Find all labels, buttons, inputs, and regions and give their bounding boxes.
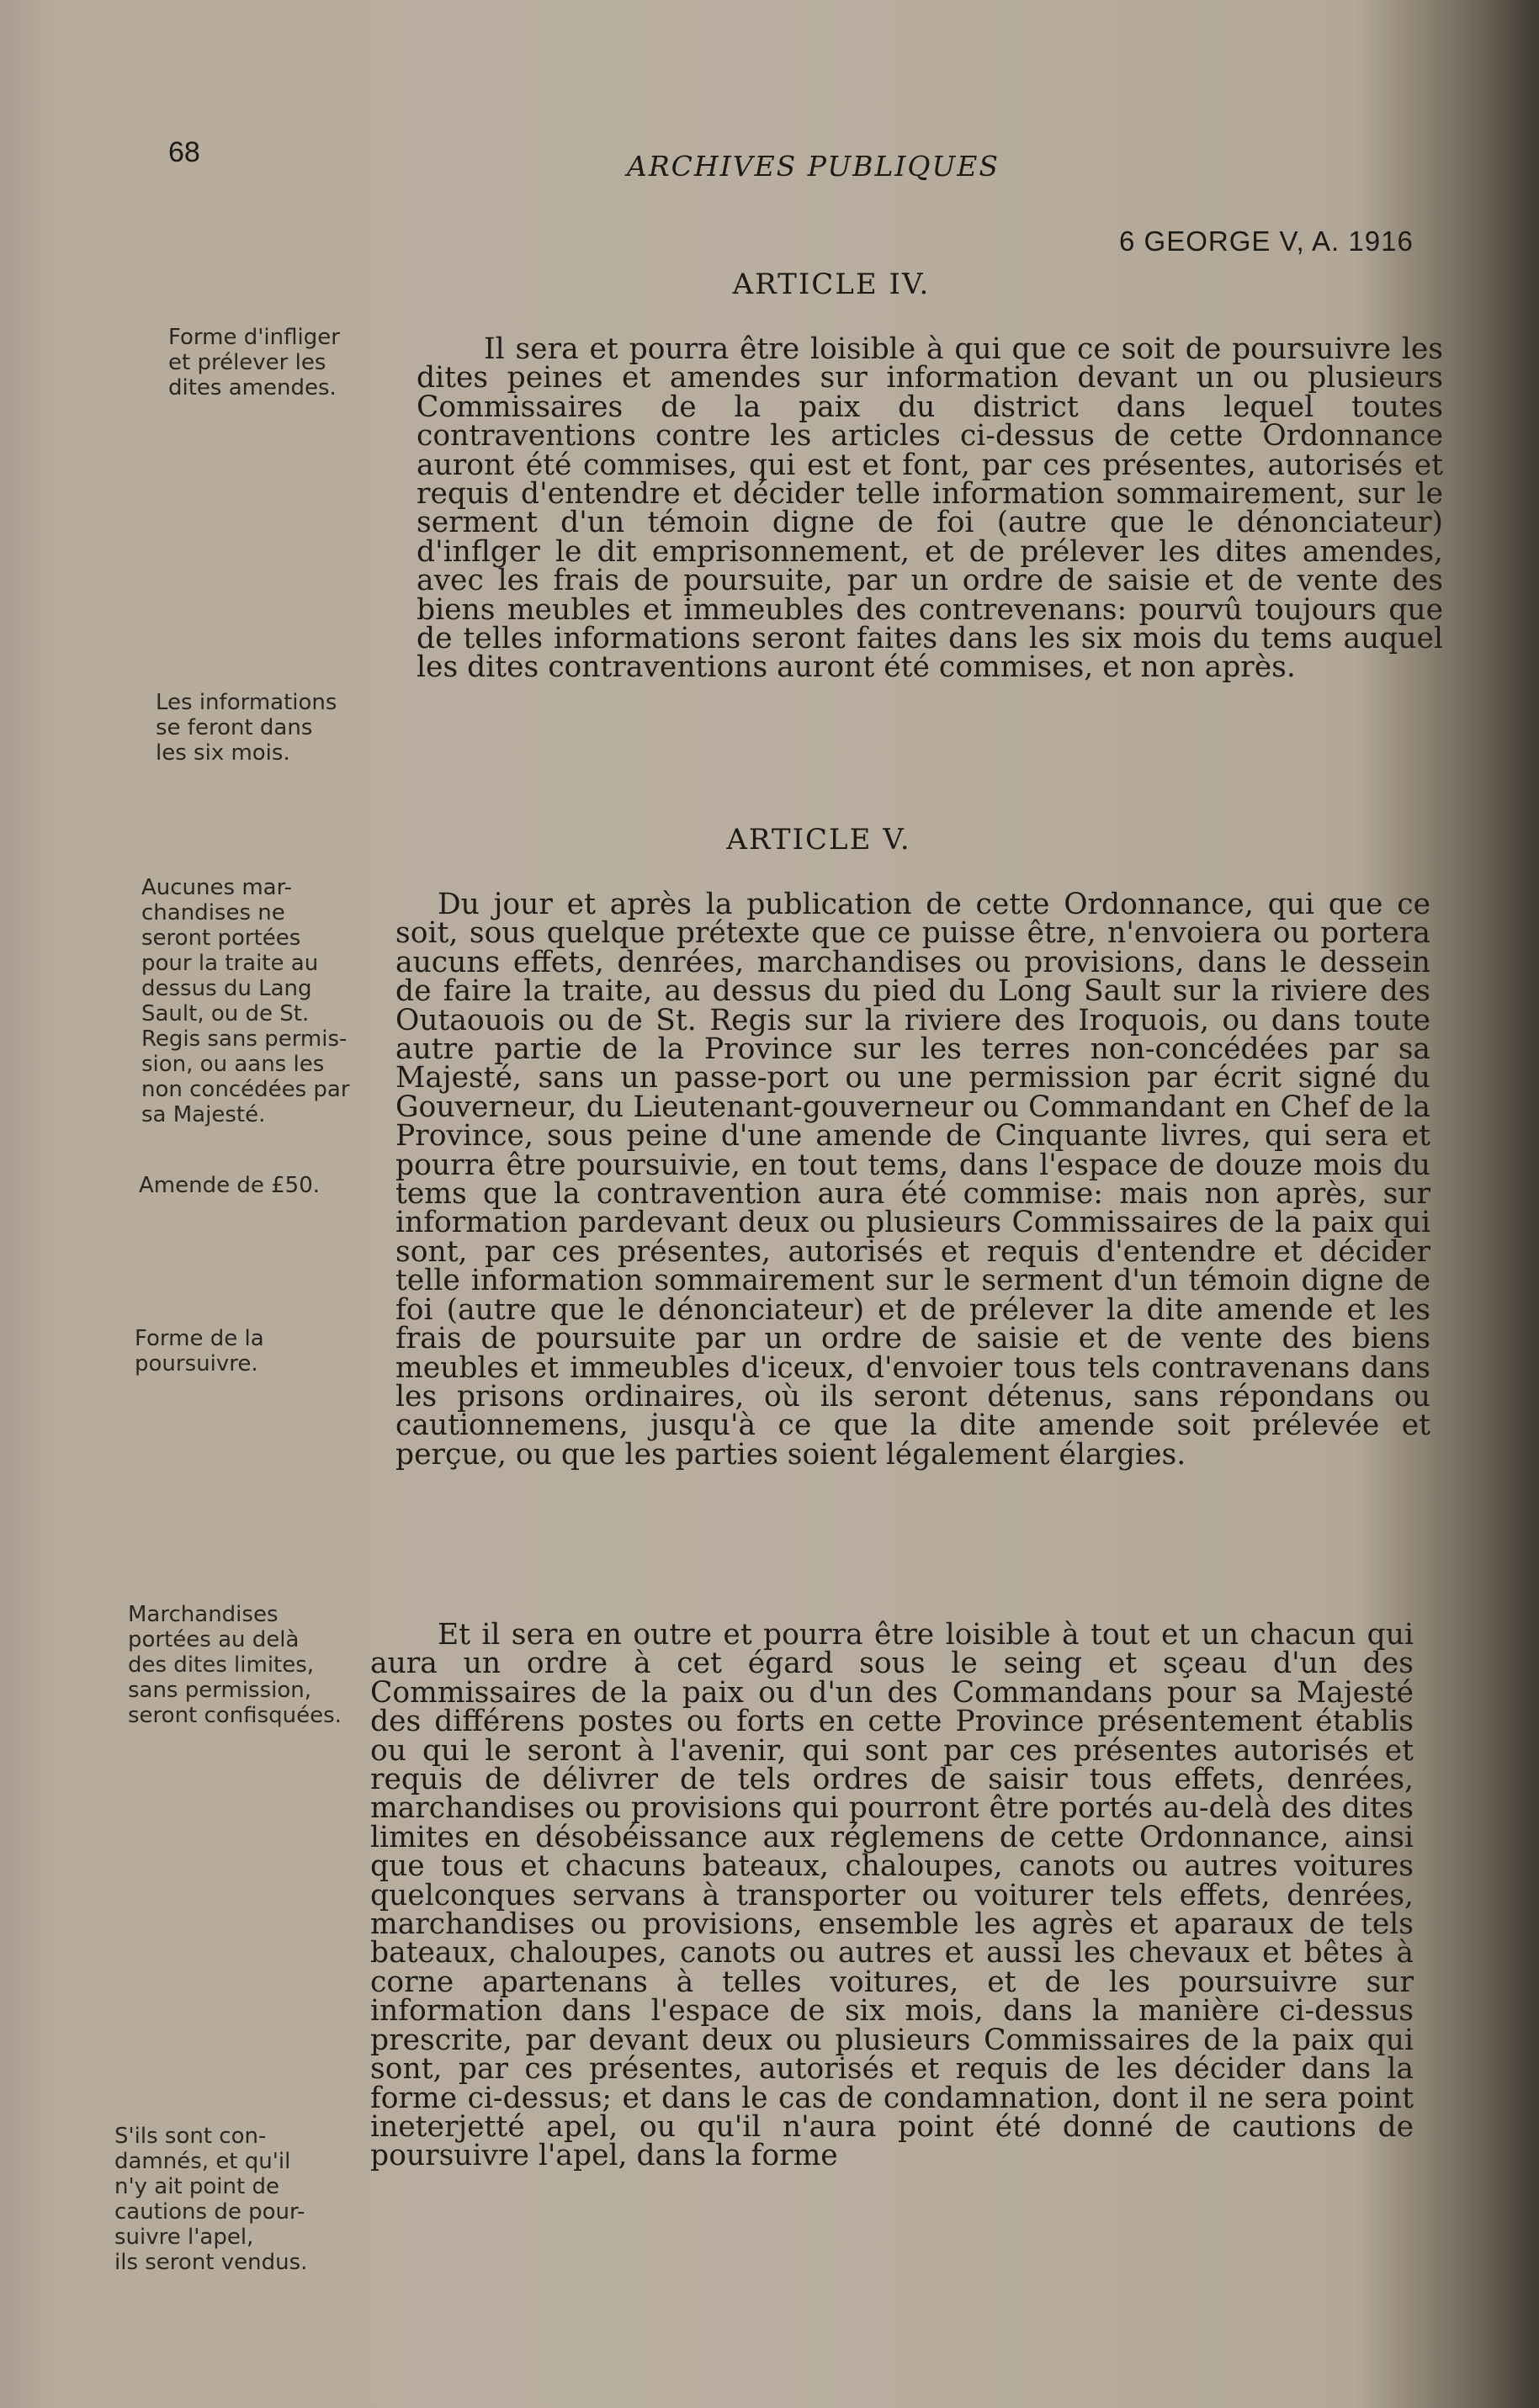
margin-note-line: Forme de la xyxy=(135,1326,264,1351)
margin-note-line: portées au delà xyxy=(128,1627,300,1652)
margin-note-marchandises-confisquees xyxy=(128,1602,380,1728)
margin-note-line: suivre l'apel, xyxy=(114,2225,254,2250)
margin-note-line: Sault, ou de St. xyxy=(141,1001,310,1026)
margin-note-line: n'y ait point de xyxy=(114,2174,279,2199)
running-title: ARCHIVES PUBLIQUES xyxy=(627,150,1000,183)
margin-note-line: ils seront vendus. xyxy=(114,2250,308,2275)
margin-note-line: seront portées xyxy=(141,926,301,951)
margin-note-line: seront confisquées. xyxy=(128,1703,342,1728)
margin-note-line: des dites limites, xyxy=(128,1652,315,1678)
article-iv-paragraph: Il sera et pourra être loisible à qui que ce soit de poursuivre les dites peines et amendes sur information devant un ou plusieurs Commissaires de la paix du district dans lequel toutes contraventions contre les articles ci-dessus de cette Ordonnance auront été commises, qui est et font, par ces présentes, autorisés et requis d'entendre et décider telle information sommairement, sur le serment d'un témoin digne de foi (autre que le dénonciateur) d'inflger le dit emprisonnement, et de prélever les dites amendes, avec les frais de poursuite, par un ordre de saisie et de vente des biens meubles et immeubles des contrevenans: pourvû toujours que de telles informations seront faites dans les six mois du tems auquel les dites contraventions auront été commises, et non après. xyxy=(417,332,1443,685)
margin-note-line: sion, ou aans les xyxy=(141,1052,325,1077)
article-v-paragraph-1: Du jour et après la publication de cette Ordonnance, qui que ce soit, sous quelque prétexte que ce puisse être, n'envoiera ou portera aucuns effets, denrées, marchandises ou provisions, dans le dessein de faire la traite, au dessus du pied du Long Sault sur la riviere des Outaouois ou de St. Regis sur la riviere des Iroquois, ou dans toute autre partie de la Province sur les terres non-concédées par sa Majesté, sans un passe-port ou une permission par écrit signé du Gouverneur, du Lieutenant-gouverneur ou Commandant en Chef de la Province, sous peine d'une amende de Cinquante livres, qui sera et pourra être poursuivie, en tout tems, dans l'espace de douze mois du tems que la contravention aura été commise: mais non après, sur information pardevant deux ou plusieurs Commissaires de la paix qui sont, par ces présentes, autorisés et requis d'entendre et décider telle information sommairement sur le serment d'un témoin digne de foi (autre que le dénonciateur) et de prélever la dite amende et les frais de poursuite par un ordre de saisie et de vente des biens meubles et immeubles d'iceux, d'envoier tous tels contravenans dans les prisons ordinaires, où ils seront détenus, sans répondans ou cautionnemens, jusqu'à ce que la dite amende soit prélevée et perçue, ou que les parties soient légalement élargies. xyxy=(395,888,1430,1472)
margin-note-line: Amende de £50. xyxy=(139,1173,321,1198)
margin-note-line: se feront dans xyxy=(156,715,313,740)
margin-note-line: les six mois. xyxy=(156,740,290,766)
regnal-year: 6 GEORGE V, A. 1916 xyxy=(1119,225,1414,257)
margin-note-amende xyxy=(139,1173,400,1198)
margin-note-line: pour la traite au xyxy=(141,951,319,976)
margin-note-line: dessus du Lang xyxy=(141,976,312,1001)
article-v-paragraph-2: Et il sera en outre et pourra être loisible à tout et un chacun qui aura un ordre à cet égard sous le seing et sçeau d'un des Commissaires de la paix ou d'un des Commandans pour sa Majesté des différens postes ou forts en cette Province présentement établis ou qui le seront à l'avenir, qui sont par ces présentes autorisés et requis de délivrer de tels ordres de saisir tous effets, denrées, marchandises ou provisions qui pourront être portés au-delà des dites limites en désobéissance aux réglemens de cette Ordonnance, ainsi que tous et chacuns bateaux, chaloupes, canots ou autres voitures quelconques servans à transporter ou voiturer tels effets, denrées, marchandises ou provisions, ensemble les agrès et aparaux de tels bateaux, chaloupes, canots ou autres et aussi les chevaux et bêtes à corne apartenans à telles voitures, et de les poursuivre sur information dans l'espace de six mois, dans la manière ci-dessus prescrite, par devant deux ou plusieurs Commissaires de la paix qui sont, par ces présentes, autorisés et requis de les décider dans la forme ci-dessus; et dans le cas de condamnation, dont il ne sera point ineterjetté apel, ou qu'il n'aura point été donné de cautions de poursuivre l'apel, dans la forme xyxy=(370,1618,1414,2173)
margin-note-line: Regis sans permis- xyxy=(141,1026,348,1052)
margin-note-informations xyxy=(156,690,417,766)
article-iv-heading: ARTICLE IV. xyxy=(732,268,931,301)
margin-note-line: et prélever les xyxy=(168,350,326,375)
margin-note-line: dites amendes. xyxy=(168,375,337,400)
margin-note-forme-poursuivre xyxy=(135,1326,395,1376)
margin-note-line: S'ils sont con- xyxy=(114,2124,267,2149)
margin-note-line: sans permission, xyxy=(128,1678,312,1703)
margin-note-line: cautions de pour- xyxy=(114,2199,305,2225)
margin-note-line: chandises ne xyxy=(141,900,285,926)
article-v-heading: ARTICLE V. xyxy=(726,823,911,857)
margin-note-line: Aucunes mar- xyxy=(141,875,292,900)
page-number: 68 xyxy=(168,136,200,168)
margin-note-line: Forme d'infliger xyxy=(168,325,340,350)
margin-note-line: non concédées par xyxy=(141,1077,350,1102)
margin-note-aucunes-marchandises xyxy=(141,875,419,1127)
margin-note-line: damnés, et qu'il xyxy=(114,2149,291,2174)
margin-note-line: sa Majesté. xyxy=(141,1102,266,1127)
margin-note-line: Les informations xyxy=(156,690,337,715)
margin-note-line: poursuivre. xyxy=(135,1351,258,1376)
margin-note-vendus xyxy=(114,2124,358,2275)
margin-note-forme-infliger xyxy=(168,325,429,400)
margin-note-line: Marchandises xyxy=(128,1602,279,1627)
